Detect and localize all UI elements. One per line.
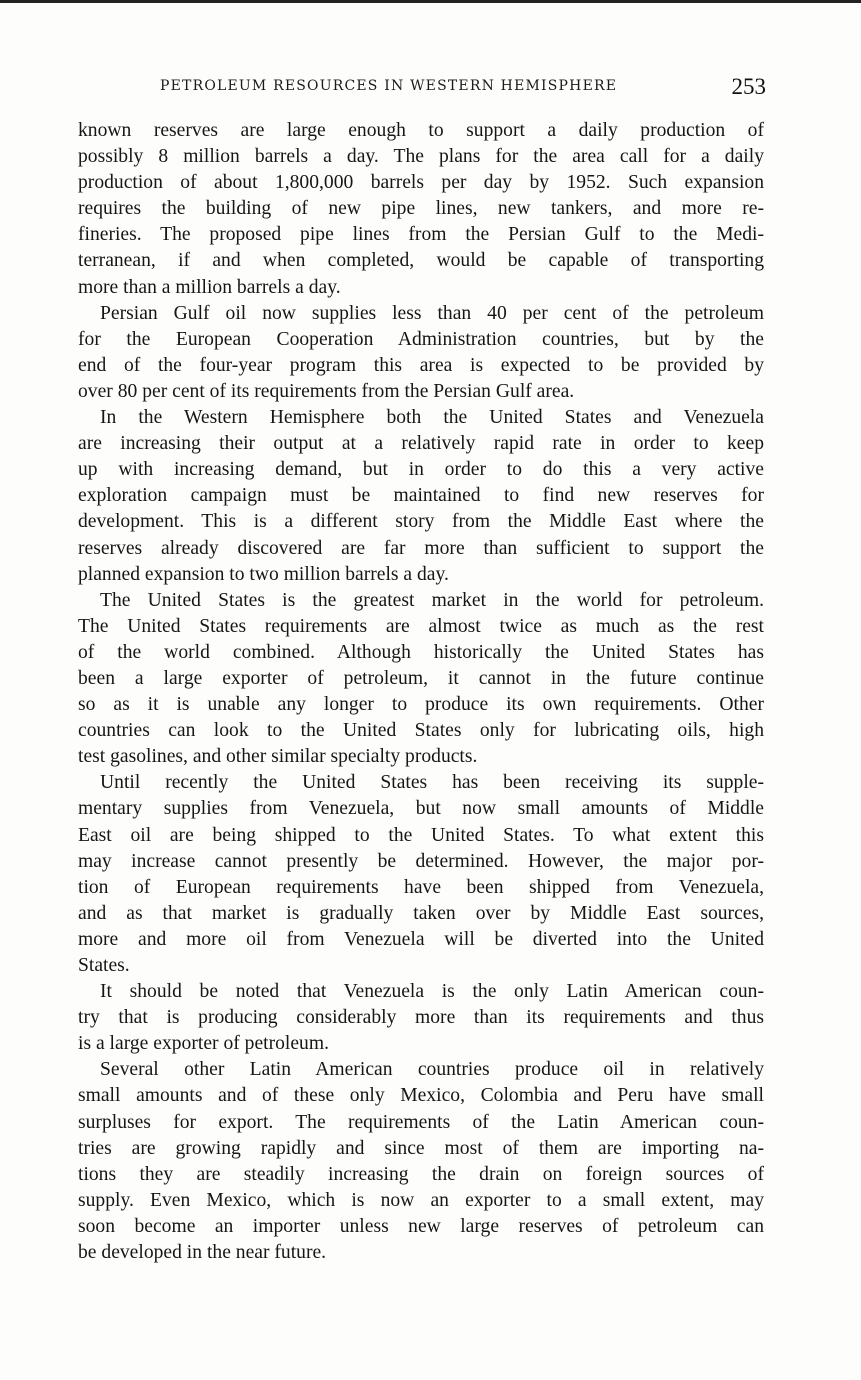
text-line: over 80 per cent of its requirements from the Persian Gulf area. <box>78 380 575 402</box>
text-line: of the world combined. Although historically the United States has <box>78 641 764 663</box>
top-edge-rule <box>0 0 861 3</box>
text-line: known reserves are large enough to support a daily production of <box>78 120 764 141</box>
text-line: terranean, if and when completed, would be capable of transporting <box>78 250 764 272</box>
text-line: try that is producing considerably more than its requirements and thus <box>78 1007 764 1029</box>
text-line: up with increasing demand, but in order to do this a very active <box>78 459 764 481</box>
text-line: more than a million barrels a day. <box>78 276 341 298</box>
text-line: reserves already discovered are far more than sufficient to support the <box>78 537 764 559</box>
text-line: requires the building of new pipe lines, new tankers, and more re- <box>78 198 764 220</box>
text-line: The United States is the greatest market in the world for petroleum. <box>100 589 764 611</box>
text-line: tries are growing rapidly and since most of them are importing na- <box>78 1137 764 1159</box>
text-line: end of the four-year program this area is expected to be provided by <box>78 354 764 376</box>
page-number: 253 <box>731 74 766 99</box>
text-line: production of about 1,800,000 barrels per day by 1952. Such expansion <box>78 172 764 194</box>
text-line: planned expansion to two million barrels a day. <box>78 563 449 585</box>
text-line: Persian Gulf oil now supplies less than 40 per cent of the petroleum <box>100 302 764 324</box>
text-line: small amounts and of these only Mexico, Colombia and Peru have small <box>78 1085 764 1107</box>
text-line: countries can look to the United States only for lubricating oils, high <box>78 720 764 742</box>
text-line: been a large exporter of petroleum, it cannot in the future continue <box>78 667 764 689</box>
paragraph-5 <box>78 770 764 979</box>
text-line: exploration campaign must be maintained to find new reserves for <box>78 485 764 507</box>
paragraph-6 <box>78 979 764 1057</box>
paragraph-1 <box>78 118 764 301</box>
text-line: supply. Even Mexico, which is now an exporter to a small extent, may <box>78 1189 764 1211</box>
text-line: tions they are steadily increasing the drain on foreign sources of <box>78 1163 764 1185</box>
running-head <box>80 76 766 100</box>
text-line: The United States requirements are almost twice as much as the rest <box>78 615 764 637</box>
text-line: East oil are being shipped to the United States. To what extent this <box>78 824 764 846</box>
text-line: test gasolines, and other similar specialty products. <box>78 746 478 768</box>
text-line: more and more oil from Venezuela will be diverted into the United <box>78 928 764 950</box>
paragraph-2 <box>78 301 764 405</box>
text-line: be developed in the near future. <box>78 1242 327 1264</box>
text-line: Until recently the United States has been receiving its supple- <box>100 772 764 794</box>
body-text <box>78 118 764 1266</box>
paragraph-3 <box>78 405 764 588</box>
text-line: so as it is unable any longer to produce its own requirements. Other <box>78 694 764 716</box>
running-title: PETROLEUM RESOURCES IN WESTERN HEMISPHERE <box>160 78 618 94</box>
text-line: may increase cannot presently be determined. However, the major por- <box>78 850 764 872</box>
text-line: for the European Cooperation Administration countries, but by the <box>78 328 764 350</box>
text-line: is a large exporter of petroleum. <box>78 1033 329 1055</box>
text-line: Several other Latin American countries produce oil in relatively <box>100 1059 764 1081</box>
paragraph-4 <box>78 588 764 771</box>
text-line: It should be noted that Venezuela is the only Latin American coun- <box>100 981 764 1003</box>
text-line: soon become an importer unless new large reserves of petroleum can <box>78 1215 764 1237</box>
text-line: development. This is a different story from the Middle East where the <box>78 511 764 533</box>
text-line: States. <box>78 955 130 976</box>
text-line: mentary supplies from Venezuela, but now small amounts of Middle <box>78 798 764 820</box>
text-line: fineries. The proposed pipe lines from the Persian Gulf to the Medi- <box>78 224 764 246</box>
text-line: and as that market is gradually taken over by Middle East sources, <box>78 902 764 924</box>
text-line: tion of European requirements have been shipped from Venezuela, <box>78 876 764 898</box>
text-line: possibly 8 million barrels a day. The plans for the area call for a daily <box>78 146 764 168</box>
text-line: are increasing their output at a relatively rapid rate in order to keep <box>78 433 764 455</box>
paragraph-7 <box>78 1057 764 1266</box>
text-line: In the Western Hemisphere both the United States and Venezuela <box>100 407 764 429</box>
text-line: surpluses for export. The requirements of the Latin American coun- <box>78 1111 764 1133</box>
